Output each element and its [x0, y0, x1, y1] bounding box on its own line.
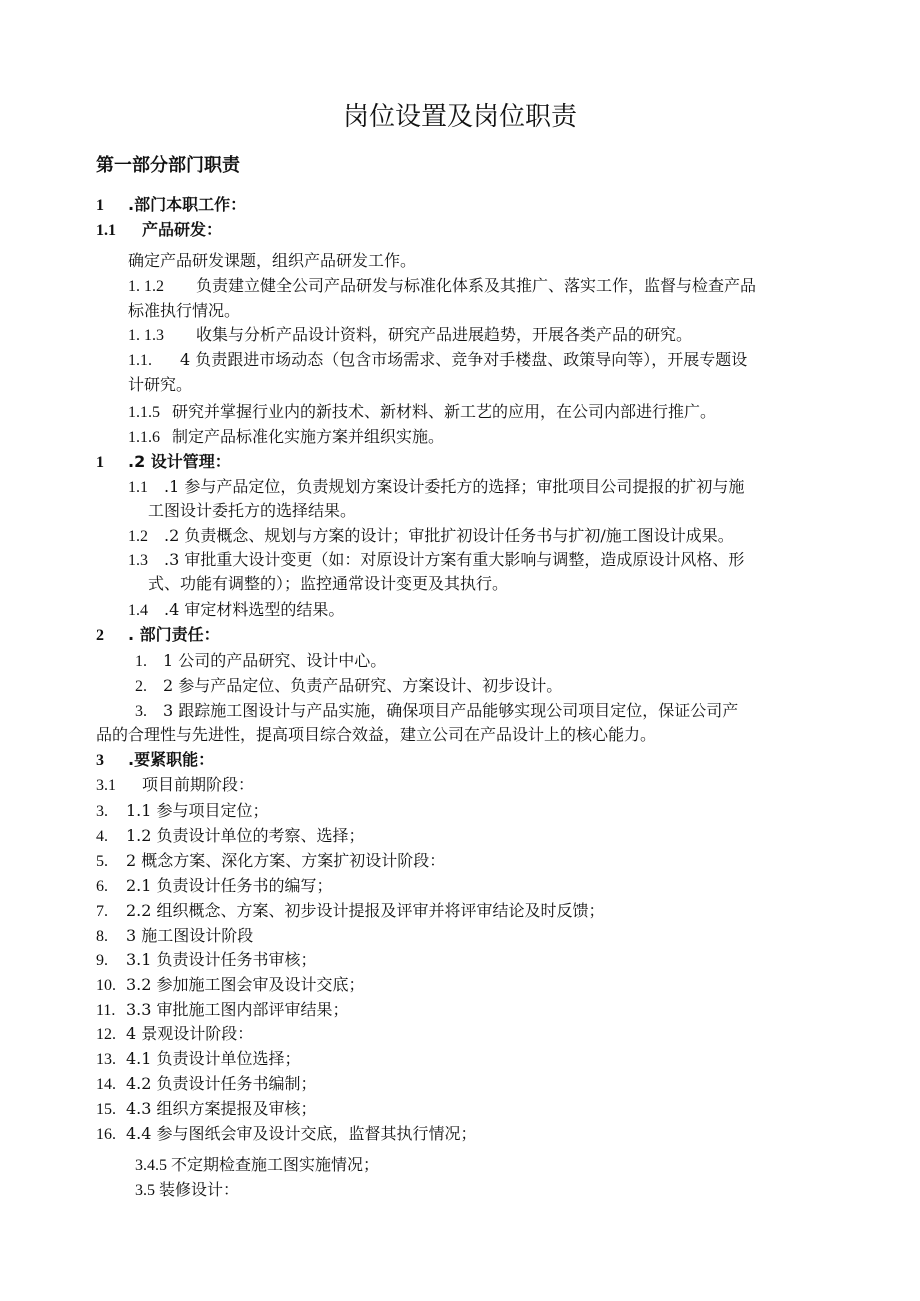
document-line: [135, 700, 738, 723]
line-text: 4.2 负责设计任务书编制；: [126, 1074, 317, 1093]
line-text: 4.1 负责设计单位选择；: [126, 1049, 301, 1068]
line-text: 确定产品研发课题，组织产品研发工作。: [128, 251, 417, 270]
line-number: 7.: [96, 903, 108, 920]
document-line: [148, 500, 356, 522]
document-line: [148, 573, 508, 595]
line-text: 2.1 负责设计任务书的编写；: [126, 876, 333, 895]
line-number: 11.: [96, 1002, 116, 1019]
line-text: 3 跟踪施工图设计与产品实施，确保项目产品能够实现公司项目定位，保证公司产: [163, 701, 739, 720]
line-number: 3.5: [135, 1182, 155, 1199]
line-number: 3.: [96, 803, 108, 820]
document-line: [96, 875, 333, 898]
line-number: 1.1.6: [128, 429, 160, 446]
line-text: 2 参与产品定位、负责产品研究、方案设计、初步设计。: [163, 676, 563, 695]
line-number: 1.1: [96, 222, 116, 239]
line-number: 5.: [96, 853, 108, 870]
line-number: 1.4: [128, 602, 148, 619]
line-number: 13.: [96, 1051, 116, 1068]
line-number: 3.1: [96, 777, 116, 794]
document-line: [128, 401, 716, 424]
line-number: 1.1.: [128, 352, 152, 369]
line-text: .部门本职工作：: [128, 195, 247, 214]
line-text: 品的合理性与先进性，提高项目综合效益，建立公司在产品设计上的核心能力。: [96, 725, 657, 744]
line-number: 1.1.5: [128, 404, 160, 421]
document-line: [96, 1073, 317, 1096]
line-text: 3 施工图设计阶段: [126, 926, 254, 945]
line-text: 4.4 参与图纸会审及设计交底，监督其执行情况；: [126, 1124, 477, 1143]
line-text: 3.3 审批施工图内部评审结果；: [126, 1000, 349, 1019]
document-line: [135, 675, 562, 698]
document-line: [96, 624, 220, 647]
line-number: 1.3: [128, 552, 148, 569]
line-text: 4.3 组织方案提报及审核；: [126, 1099, 317, 1118]
line-text: 标准执行情况。: [128, 301, 241, 320]
line-text: 2.2 组织概念、方案、初步设计提报及评审并将评审结论及时反馈；: [126, 901, 605, 920]
document-line: [128, 275, 756, 298]
document-line: [128, 525, 734, 548]
line-number: 1: [96, 454, 104, 471]
line-text: .1 参与产品定位，负责规划方案设计委托方的选择；审批项目公司提报的扩初与施: [164, 477, 745, 496]
line-number: 16.: [96, 1126, 116, 1143]
document-line: [128, 349, 747, 372]
line-text: 2 概念方案、深化方案、方案扩初设计阶段：: [126, 851, 446, 870]
document-line: [96, 825, 365, 848]
line-text: 3.2 参加施工图会审及设计交底；: [126, 975, 365, 994]
page-title: 岗位设置及岗位职责: [342, 102, 577, 132]
line-number: 9.: [96, 952, 108, 969]
line-number: 4.: [96, 828, 108, 845]
line-text: .要紧职能：: [128, 750, 215, 769]
line-number: 10.: [96, 977, 116, 994]
line-number: 8.: [96, 928, 108, 945]
document-line: [128, 549, 744, 572]
line-text: 1.1 参与项目定位；: [126, 801, 269, 820]
line-text: 项目前期阶段：: [142, 775, 255, 794]
line-number: 1.: [135, 653, 147, 670]
line-number: 12.: [96, 1026, 116, 1043]
line-number: 6.: [96, 878, 108, 895]
document-line: [96, 1098, 317, 1121]
line-text: 4 景观设计阶段：: [126, 1024, 254, 1043]
line-text: 产品研发：: [142, 220, 223, 239]
line-text: .3 审批重大设计变更（如：对原设计方案有重大影响与调整，造成原设计风格、形: [164, 550, 745, 569]
document-line: [96, 774, 254, 797]
document-line: [96, 925, 253, 948]
document-line: [128, 300, 240, 322]
line-text: 4 负责跟进市场动态（包含市场需求、竞争对手楼盘、政策导向等），开展专题设: [180, 350, 748, 369]
part-heading: 第一部分部门职责: [96, 155, 240, 176]
line-number: 1: [96, 197, 104, 214]
document-line: [128, 250, 416, 272]
line-text: 式、功能有调整的）；监控通常设计变更及其执行。: [148, 574, 509, 593]
document-line: [96, 1123, 477, 1146]
line-text: 制定产品标准化实施方案并组织实施。: [172, 427, 445, 446]
document-line: [135, 650, 386, 673]
document-line: [135, 1179, 239, 1202]
line-text: 1 公司的产品研究、设计中心。: [163, 651, 387, 670]
line-number: 15.: [96, 1101, 116, 1118]
document-line: [128, 374, 192, 396]
line-text: 收集与分析产品设计资料，研究产品进展趋势，开展各类产品的研究。: [196, 325, 693, 344]
line-text: .2 设计管理：: [128, 452, 231, 471]
document-line: [96, 850, 445, 873]
line-text: 负责建立健全公司产品研发与标准化体系及其推广、落实工作，监督与检查产品: [196, 276, 757, 295]
document-line: [96, 451, 231, 474]
line-text: 不定期检查施工图实施情况；: [171, 1155, 380, 1174]
line-number: 1. 1.2: [128, 278, 164, 295]
line-number: 2.: [135, 678, 147, 695]
line-number: 3: [96, 752, 104, 769]
line-number: 1. 1.3: [128, 327, 164, 344]
document-line: [96, 724, 656, 746]
line-text: 1.2 负责设计单位的考察、选择；: [126, 826, 365, 845]
document-line: [96, 219, 222, 242]
document-line: [96, 900, 605, 923]
document-line: [96, 749, 214, 772]
document-line: [96, 999, 349, 1022]
line-text: .4 审定材料选型的结果。: [164, 600, 345, 619]
line-number: 1.1: [128, 479, 148, 496]
document-line: [96, 1023, 253, 1046]
document-line: [128, 476, 744, 499]
line-text: 计研究。: [128, 375, 193, 394]
line-number: 1.2: [128, 528, 148, 545]
line-text: 3.1 负责设计任务书审核；: [126, 950, 317, 969]
line-text: .2 负责概念、规划与方案的设计；审批扩初设计任务书与扩初/施工图设计成果。: [164, 526, 734, 545]
line-text: 研究并掌握行业内的新技术、新材料、新工艺的应用，在公司内部进行推广。: [172, 402, 717, 421]
document-line: [96, 974, 365, 997]
document-line: [128, 426, 444, 449]
line-number: 2: [96, 627, 104, 644]
document-line: [128, 599, 344, 622]
document-line: [96, 194, 246, 217]
document-line: [96, 800, 269, 823]
document-line: [128, 324, 692, 347]
document-line: [135, 1154, 379, 1177]
document-line: [96, 1048, 301, 1071]
line-number: 3.4.5: [135, 1157, 167, 1174]
line-text: . 部门责任：: [128, 625, 220, 644]
document-line: [96, 949, 317, 972]
line-text: 工图设计委托方的选择结果。: [148, 501, 357, 520]
line-number: 3.: [135, 703, 147, 720]
line-number: 14.: [96, 1076, 116, 1093]
line-text: 装修设计：: [159, 1180, 240, 1199]
